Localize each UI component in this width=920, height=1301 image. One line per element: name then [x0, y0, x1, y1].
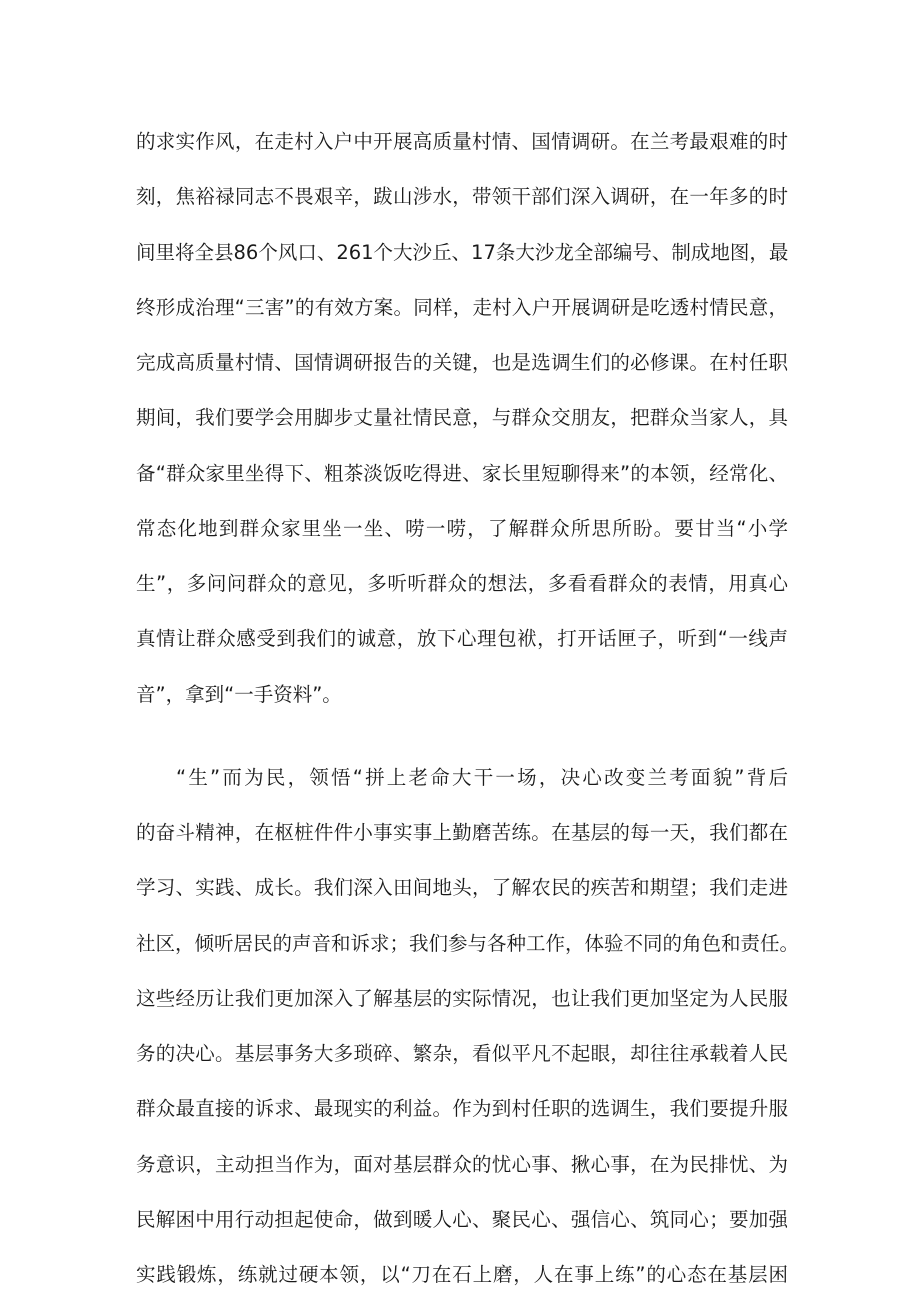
- paragraph-1-line-2: 刻，焦裕禄同志不畏艰辛，跋山涉水，带领干部们深入调研，在一年多的时: [136, 185, 788, 208]
- paragraph-1-line-7: 备“群众家里坐得下、粗茶淡饭吃得进、家长里短聊得来”的本领，经常化、: [136, 462, 788, 485]
- paragraph-1-line-4: 终形成治理“三害”的有效方案。同样，走村入户开展调研是吃透村情民意，: [136, 296, 788, 319]
- paragraph-1-line-9: 生”，多问问群众的意见，多听听群众的想法，多看看群众的表情，用真心: [136, 572, 788, 595]
- paragraph-2-line-2: 的奋斗精神，在枢桩件件小事实事上勤磨苦练。在基层的每一天，我们都在: [136, 821, 788, 844]
- paragraph-2-line-5: 这些经历让我们更加深入了解基层的实际情况，也让我们更加坚定为人民服: [136, 987, 788, 1010]
- paragraph-2-line-3: 学习、实践、成长。我们深入田间地头，了解农民的疾苦和期望；我们走进: [136, 876, 788, 899]
- paragraph-2-line-9: 民解困中用行动担起使命，做到暖人心、聚民心、强信心、筑同心；要加强: [136, 1208, 788, 1231]
- paragraph-2-line-4: 社区，倾听居民的声音和诉求；我们参与各种工作，体验不同的角色和责任。: [136, 932, 800, 955]
- paragraph-1-line-10: 真情让群众感受到我们的诚意，放下心理包袱，打开话匣子，听到“一线声: [136, 627, 788, 650]
- paragraph-2-line-10: 实践锻炼，练就过硬本领，以“刀在石上磨，人在事上练”的心态在基层困: [136, 1263, 788, 1286]
- paragraph-2-line-8: 务意识，主动担当作为，面对基层群众的忧心事、揪心事，在为民排忧、为: [136, 1153, 788, 1176]
- paragraph-1-line-3: 间里将全县86个风口、261个大沙丘、17条大沙龙全部编号、制成地图，最: [136, 241, 789, 264]
- paragraph-2-line-1: “生”而为民，领悟“拼上老命大干一场，决心改变兰考面貌”背后: [176, 766, 788, 789]
- paragraph-1-line-8: 常态化地到群众家里坐一坐、唠一唠，了解群众所思所盼。要甘当“小学: [136, 517, 788, 540]
- paragraph-1-line-5: 完成高质量村情、国情调研报告的关键，也是选调生们的必修课。在村任职: [136, 351, 788, 374]
- paragraph-2-line-6: 务的决心。基层事务大多琐碎、繁杂，看似平凡不起眼，却往往承载着人民: [136, 1042, 788, 1065]
- paragraph-2-line-7: 群众最直接的诉求、最现实的利益。作为到村任职的选调生，我们要提升服: [136, 1097, 788, 1120]
- paragraph-1-line-11: 音”，拿到“一手资料”。: [136, 683, 342, 706]
- paragraph-1-line-6: 期间，我们要学会用脚步丈量社情民意，与群众交朋友，把群众当家人，具: [136, 406, 788, 429]
- paragraph-1-line-1: 的求实作风，在走村入户中开展高质量村情、国情调研。在兰考最艰难的时: [136, 130, 788, 153]
